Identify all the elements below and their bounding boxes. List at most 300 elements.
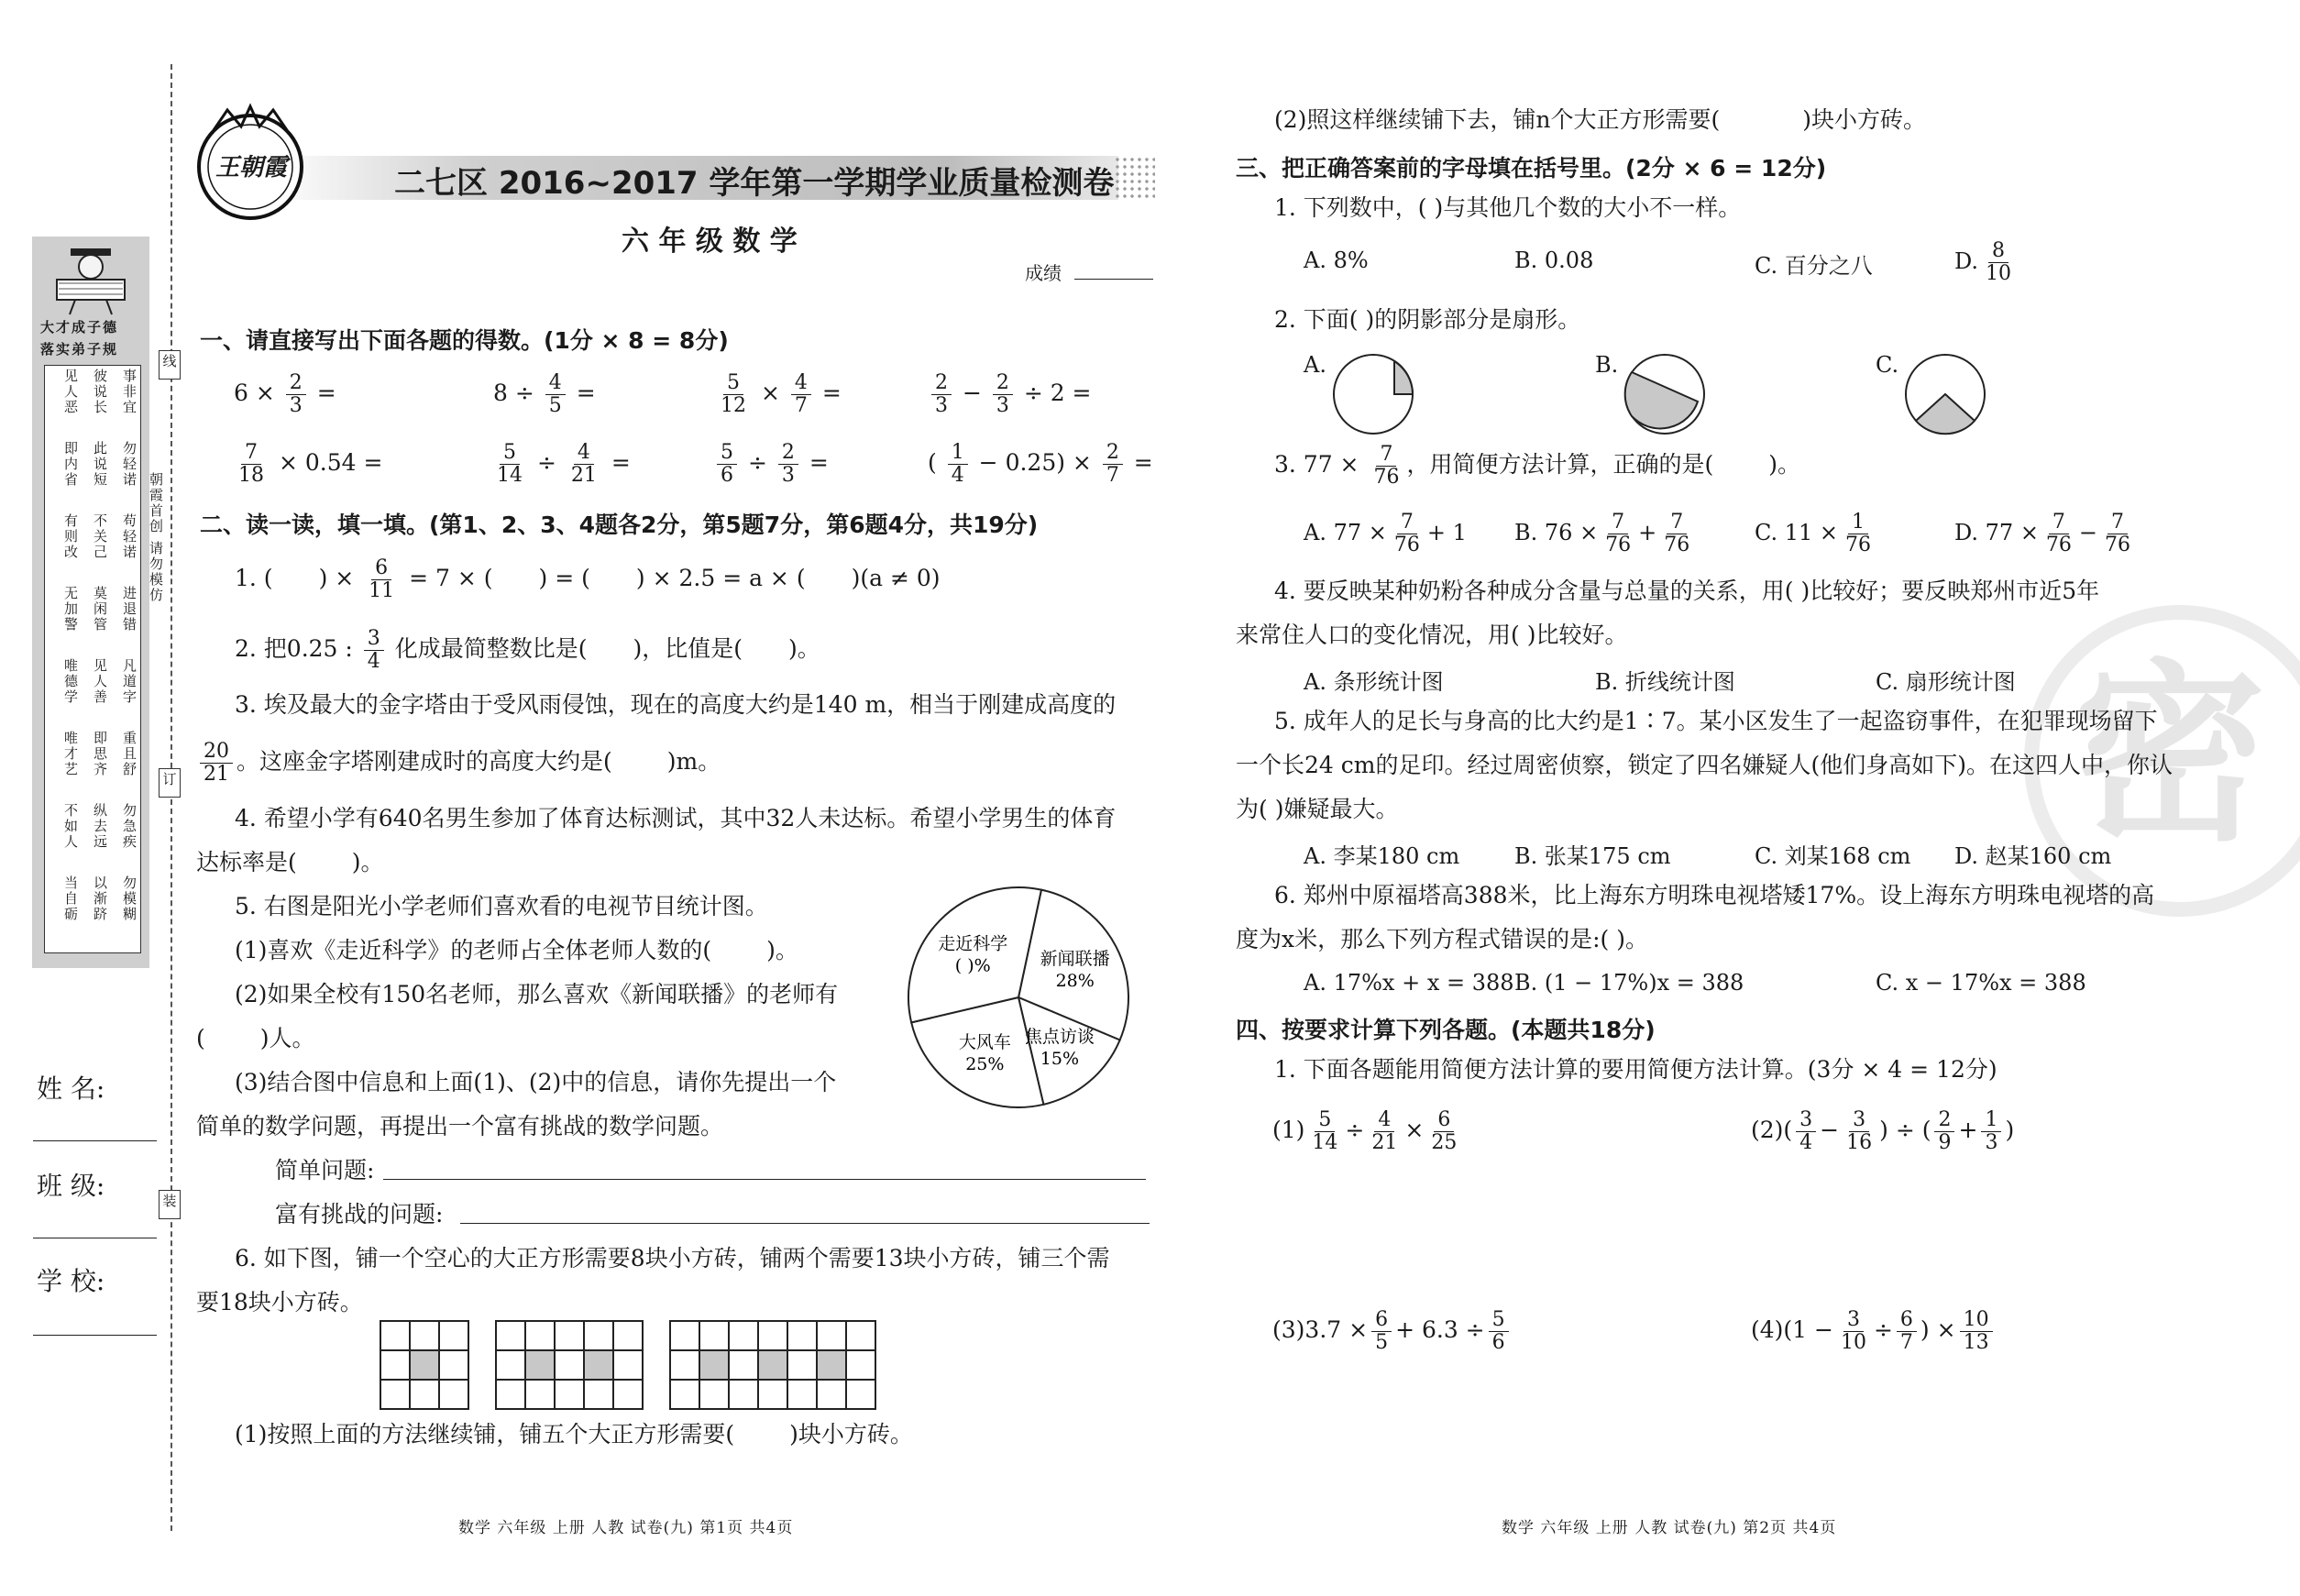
- fold-mark-line: 线: [159, 350, 181, 380]
- calc-4-2-post: ): [2005, 1117, 2015, 1143]
- motto-18: 重且舒: [121, 731, 138, 777]
- motto-19: 不如人: [62, 803, 79, 850]
- motto-7: 有则改: [62, 513, 79, 560]
- hard-question-field[interactable]: [460, 1223, 1150, 1224]
- motto-2: 彼说长: [92, 369, 108, 415]
- fill-q3-line1: 3. 埃及最大的金字塔由于受风雨侵蚀，现在的高度大约是140 m，相当于刚建成高度的: [235, 691, 1117, 718]
- hard-question-label: 富有挑战的问题:: [275, 1201, 444, 1227]
- fill-q2-a: 2. 把0.25 :: [235, 635, 353, 662]
- choice-q3-opt-b-label: B. 76 ×: [1514, 520, 1599, 545]
- choice-q1-d-den: 10: [1986, 262, 2012, 285]
- tile-figure-3: [669, 1320, 878, 1412]
- calc-2-den: 5: [548, 394, 562, 417]
- fill-q6-p2-b: )块小方砖。: [1802, 106, 1927, 133]
- calc-3-frac-a: [717, 372, 750, 417]
- fill-q1-c: = 7 × (: [409, 565, 493, 591]
- class-label: 班 级:: [37, 1171, 105, 1201]
- section-4-intro: 1. 下面各题能用简便方法计算的要用简便方法计算。(3分 × 4 = 12分): [1274, 1056, 1997, 1083]
- choice-q5-line3: 为( )嫌疑最大。: [1236, 796, 1399, 822]
- fill-q3-num: 20: [200, 741, 233, 764]
- choice-q3-opt-c: [1755, 512, 1878, 556]
- fill-q2: [235, 628, 820, 673]
- calc-4-2: [1751, 1109, 2014, 1154]
- calc-8-num-b: 2: [1103, 442, 1123, 465]
- choice-q1-d-num: 8: [1988, 240, 2008, 263]
- calc-8: [928, 442, 1153, 487]
- fill-q1-b: ) ×: [318, 565, 355, 591]
- fill-q6-p2: [1274, 105, 1926, 136]
- calc-8-frac-a: [948, 442, 968, 487]
- title-band-dots: [1114, 156, 1155, 200]
- section-4-title: 四、按要求计算下列各题。(本题共18分): [1236, 1017, 1656, 1043]
- secret-watermark-text: 密: [2074, 641, 2267, 867]
- choice-q2-a: A.: [1304, 352, 1326, 378]
- calc-4-3-frac-a: [1371, 1309, 1392, 1354]
- fill-q1-g: )(a ≠ 0): [851, 565, 941, 591]
- calc-4-4-frac-b: [1897, 1309, 1917, 1354]
- choice-q3-opt-c-label: C. 11 ×: [1755, 520, 1839, 545]
- choice-q4-line1: 4. 要反映某种奶粉各种成分含量与总量的关系，用( )比较好；要反映郑州市近5年: [1274, 578, 2100, 604]
- calc-7-den-b: 3: [781, 464, 795, 487]
- score-field[interactable]: [1074, 279, 1153, 280]
- calc-8-pre: (: [928, 449, 937, 476]
- calc-4-2-den-a: 4: [1799, 1131, 1813, 1154]
- calc-2-frac: [545, 372, 566, 417]
- motto-22: 当自砺: [62, 875, 79, 922]
- fold-mark-order: 订: [159, 768, 181, 798]
- calc-4-4-frac-a: [1837, 1309, 1870, 1354]
- choice-q3-opt-d-den2: 76: [2105, 534, 2131, 556]
- brand-logo-text: 王朝霞: [215, 154, 287, 182]
- motto-11: 莫闲管: [92, 586, 108, 633]
- circle-option-c-icon: [1903, 352, 1987, 436]
- choice-q1: 1. 下列数中，( )与其他几个数的大小不一样。: [1274, 194, 1742, 221]
- choice-q5-d: D. 赵某160 cm: [1954, 843, 2112, 869]
- calc-4-4-num-c: 10: [1960, 1309, 1993, 1332]
- choice-q4-b: B. 折线统计图: [1595, 669, 1735, 695]
- pie-label-news-broadcast: 新闻联播: [1040, 948, 1110, 969]
- name-field[interactable]: [33, 1140, 157, 1141]
- fill-q1-den: 11: [369, 579, 395, 602]
- fill-q2-b: 化成最简整数比是(: [394, 635, 588, 662]
- calc-4-3: [1272, 1309, 1513, 1354]
- calc-3-num-b: 4: [791, 372, 811, 395]
- pie-value-focus-report: 15%: [1040, 1049, 1080, 1070]
- scholar-figure-icon: [39, 243, 143, 316]
- fill-q5-p1-b: )。: [766, 937, 798, 963]
- calc-4-4-num-b: 6: [1897, 1309, 1917, 1332]
- choice-q3-opt-d-frac2: [2101, 512, 2134, 556]
- fill-q6-p1-a: (1)按照上面的方法继续铺，铺五个大正方形需要(: [235, 1421, 735, 1447]
- motto-21: 勿急疾: [121, 803, 138, 850]
- calc-4-2-frac-d: [1981, 1109, 2001, 1154]
- choice-q3-opt-a-frac: [1391, 512, 1424, 556]
- choice-q4-line2: 来常住人口的变化情况，用( )比较好。: [1236, 622, 1628, 648]
- calc-4-2-num-a: 3: [1796, 1109, 1816, 1132]
- calc-4-3-frac-b: [1489, 1309, 1509, 1354]
- calc-4-1-den-c: 25: [1431, 1131, 1458, 1154]
- calc-4-3-num-b: 5: [1489, 1309, 1509, 1332]
- motto-15: 凡道字: [121, 658, 138, 705]
- calc-4-2-frac-c: [1934, 1109, 1954, 1154]
- calc-6-eq: =: [611, 449, 631, 476]
- motto-5: 此说短: [92, 441, 108, 488]
- fill-q2-c: )，比值是(: [633, 635, 743, 662]
- school-field[interactable]: [33, 1335, 157, 1336]
- calc-4-frac-a: [931, 372, 952, 417]
- fill-q5-p1: [235, 935, 798, 966]
- calc-4-2-frac-b: [1843, 1109, 1876, 1154]
- motto-8: 不关己: [92, 513, 108, 560]
- fill-q6-line1: 6. 如下图，铺一个空心的大正方形需要8块小方砖，铺两个需要13块小方砖，铺三个需: [235, 1245, 1110, 1271]
- calc-5-den: 18: [238, 464, 264, 487]
- calc-4-2-den-c: 9: [1938, 1131, 1952, 1154]
- fill-q1: [235, 557, 941, 602]
- pie-value-news-broadcast: 28%: [1055, 970, 1095, 991]
- fill-q2-num: 3: [364, 628, 384, 651]
- sidebar-slogan-1: 大才成子德: [40, 319, 119, 336]
- fill-q4-line1: 4. 希望小学有640名男生参加了体育达标测试，其中32人未达标。希望小学男生的体育: [235, 805, 1117, 831]
- calc-3-den-a: 12: [721, 394, 746, 417]
- motto-3: 事非宜: [121, 369, 138, 415]
- fill-q4-text: 达标率是(: [196, 849, 297, 875]
- calc-4-3-num-a: 6: [1371, 1309, 1392, 1332]
- calc-8-num-a: 1: [948, 442, 968, 465]
- calc-7: [713, 442, 829, 487]
- choice-q4-c: C. 扇形统计图: [1876, 669, 2016, 695]
- calc-2-eq: =: [576, 380, 596, 406]
- choice-q3-opt-b-num2: 7: [1667, 512, 1687, 534]
- calc-4-num-b: 2: [993, 372, 1013, 395]
- choice-q3-opt-b-den: 76: [1605, 534, 1632, 556]
- calc-4-4-frac-c: [1960, 1309, 1993, 1354]
- calc-4-1-pre: (1): [1272, 1117, 1305, 1143]
- calc-4-2-num-d: 1: [1981, 1109, 2001, 1132]
- choice-q3-c: )。: [1768, 451, 1800, 478]
- choice-q1-a: A. 8%: [1304, 248, 1369, 273]
- fold-mark-bind: 装: [159, 1190, 181, 1219]
- calc-4-2-op3: +: [1958, 1117, 1978, 1143]
- motto-20: 纵去远: [92, 803, 108, 850]
- fill-q4-end: )。: [351, 849, 384, 875]
- calc-3-op: ×: [760, 380, 780, 406]
- calc-4-2-op1: −: [1820, 1117, 1840, 1143]
- fill-q5-intro: 5. 右图是阳光小学老师们喜欢看的电视节目统计图。: [235, 893, 768, 919]
- calc-7-frac-a: [717, 442, 737, 487]
- choice-q3-opt-c-frac: [1842, 512, 1875, 556]
- fill-q5-p1-a: (1)喜欢《走近科学》的老师占全体老师人数的(: [235, 937, 712, 963]
- choice-q6-line1: 6. 郑州中原福塔高388米，比上海东方明珠电视塔矮17%。设上海东方明珠电视塔的高: [1274, 882, 2155, 908]
- choice-q3: [1274, 444, 1800, 489]
- motto-24: 勿模糊: [121, 875, 138, 922]
- choice-q3-opt-b: [1514, 512, 1697, 556]
- calc-1-num: 2: [286, 372, 306, 395]
- calc-4-2-op2: ) ÷ (: [1879, 1117, 1931, 1143]
- calc-4-1-den-a: 14: [1312, 1131, 1338, 1154]
- choice-q3-opt-c-num: 1: [1848, 512, 1868, 534]
- calc-7-den-a: 6: [721, 464, 733, 487]
- calc-3-eq: =: [821, 380, 842, 406]
- tile-figure-2: [495, 1320, 645, 1412]
- motto-6: 勿轻诺: [121, 441, 138, 488]
- calc-4-2-num-c: 2: [1934, 1109, 1954, 1132]
- fill-q3-frac: [200, 741, 233, 786]
- choice-q3-num: 7: [1376, 444, 1396, 467]
- choice-q3-opt-b-op: +: [1638, 520, 1657, 545]
- calc-8-op: − 0.25) ×: [978, 449, 1092, 476]
- fill-q6-line2: 要18块小方砖。: [196, 1289, 363, 1315]
- choice-q2-c: C.: [1876, 352, 1899, 378]
- choice-q3-opt-d-num2: 7: [2107, 512, 2128, 534]
- name-label: 姓 名:: [37, 1073, 105, 1104]
- calc-4-3-op1: + 6.3 ÷: [1395, 1316, 1485, 1343]
- calc-4-2-frac-a: [1796, 1109, 1816, 1154]
- calc-4-1-frac-a: [1308, 1109, 1341, 1154]
- calc-4-den-a: 3: [935, 394, 948, 417]
- choice-q1-d-label: D.: [1954, 248, 1979, 274]
- calc-6-num-b: 4: [574, 442, 594, 465]
- choice-q2-b: B.: [1595, 352, 1619, 378]
- copyright-note: 朝霞首创 请勿模仿: [148, 472, 164, 603]
- fill-q3-text: 。这座金字塔刚建成时的高度大约是(: [237, 748, 612, 775]
- simple-question-field[interactable]: [383, 1179, 1146, 1180]
- motto-13: 唯德学: [62, 658, 79, 705]
- fill-q5-p2-close: )人。: [259, 1025, 315, 1051]
- calc-4-2-den-d: 3: [1985, 1131, 1998, 1154]
- choice-q3-opt-a-den: 76: [1393, 534, 1420, 556]
- choice-q5-c: C. 刘某168 cm: [1755, 843, 1911, 869]
- choice-q3-opt-b-num: 7: [1608, 512, 1628, 534]
- calc-4-4-den-c: 13: [1963, 1331, 1989, 1354]
- motto-4: 即内省: [62, 441, 79, 488]
- choice-q3-opt-b-frac: [1601, 512, 1634, 556]
- fill-q5-p3a: (3)结合图中信息和上面(1)、(2)中的信息，请你先提出一个: [235, 1069, 837, 1095]
- simple-question-label: 简单问题:: [275, 1157, 375, 1183]
- calc-4-4-den-a: 10: [1840, 1331, 1866, 1354]
- motto-16: 唯才艺: [62, 731, 79, 777]
- calc-1-eq: =: [316, 380, 336, 406]
- choice-q1-d-frac: [1982, 240, 2015, 285]
- footer-right: 数学 六年级 上册 人教 试卷(九) 第2页 共4页: [1502, 1519, 1837, 1537]
- pie-slices: [908, 887, 1128, 1107]
- pie-value-big-windmill: 25%: [965, 1054, 1005, 1075]
- calc-8-den-a: 4: [951, 464, 964, 487]
- choice-q3-opt-a: [1304, 512, 1467, 556]
- calc-4-1-op1: ÷: [1345, 1117, 1365, 1143]
- calc-4-1-den-b: 21: [1371, 1131, 1398, 1154]
- fill-q2-frac: [364, 628, 384, 673]
- calc-4: [928, 372, 1092, 417]
- calc-8-den-b: 7: [1106, 464, 1119, 487]
- fill-q6-p1: [235, 1419, 913, 1450]
- calc-6-frac-b: [567, 442, 600, 487]
- calc-1: [234, 372, 336, 417]
- sidebar-slogan-2: 落实弟子规: [40, 341, 119, 358]
- choice-q3-opt-d: [1954, 512, 2138, 556]
- calc-7-num-a: 5: [717, 442, 737, 465]
- calc-4-2-num-b: 3: [1849, 1109, 1869, 1132]
- motto-12: 进退错: [121, 586, 138, 633]
- fill-q3-den: 21: [204, 763, 229, 786]
- calc-3-den-b: 7: [794, 394, 808, 417]
- calc-4-3-den-a: 5: [1375, 1331, 1389, 1354]
- calc-1-pre: 6 ×: [234, 380, 275, 406]
- choice-q3-opt-d-num: 7: [2049, 512, 2069, 534]
- calc-6-den-a: 14: [497, 464, 523, 487]
- pie-label-focus-report: 焦点访谈: [1024, 1027, 1095, 1048]
- choice-q6-a: A. 17%x + x = 388: [1304, 970, 1514, 996]
- choice-q1-c: C. 百分之八: [1755, 253, 1873, 279]
- calc-4-4-num-a: 3: [1843, 1309, 1864, 1332]
- choice-q1-b: B. 0.08: [1514, 248, 1594, 273]
- fill-q1-num: 6: [371, 557, 391, 580]
- calc-4-4-pre: (4)(1 −: [1751, 1316, 1833, 1343]
- choice-q6-b: B. (1 − 17%)x = 388: [1514, 970, 1744, 996]
- choice-q3-opt-d-den: 76: [2045, 534, 2072, 556]
- calc-3-frac-b: [791, 372, 811, 417]
- choice-q5-line1: 5. 成年人的足长与身高的比大约是1∶7。某小区发生了一起盗窃事件，在犯罪现场留下: [1274, 708, 2158, 734]
- fill-q3-line2: [196, 741, 721, 786]
- calc-6-frac-a: [493, 442, 526, 487]
- choice-q3-opt-d-op: −: [2078, 520, 2098, 545]
- calc-4-4: [1751, 1309, 1997, 1354]
- motto-9: 苟轻诺: [121, 513, 138, 560]
- tile-figure-1: [380, 1320, 471, 1412]
- calc-2-num: 4: [545, 372, 566, 395]
- choice-q6-line2: 度为x米，那么下列方程式错误的是:( )。: [1236, 926, 1648, 952]
- choice-q6-c: C. x − 17%x = 388: [1876, 970, 2086, 996]
- choice-q3-b: ，用简便方法计算，正确的是(: [1406, 451, 1714, 478]
- calc-2: [493, 372, 596, 417]
- page-subtitle: 六 年 级 数 学: [622, 226, 798, 258]
- calc-6-den-b: 21: [570, 464, 597, 487]
- calc-1-frac: [286, 372, 306, 417]
- choice-q3-frac: [1370, 444, 1403, 489]
- section-3-title: 三、把正确答案前的字母填在括号里。(2分 × 6 = 12分): [1236, 155, 1827, 182]
- calc-5-num: 7: [241, 442, 261, 465]
- footer-left: 数学 六年级 上册 人教 试卷(九) 第1页 共4页: [458, 1519, 794, 1537]
- calc-1-den: 3: [289, 394, 303, 417]
- fill-q2-den: 4: [367, 650, 380, 673]
- calc-4-frac-b: [993, 372, 1013, 417]
- calc-8-eq: =: [1133, 449, 1153, 476]
- calc-4-2-den-b: 16: [1846, 1131, 1873, 1154]
- calc-4-4-op1: ÷: [1873, 1316, 1893, 1343]
- calc-5: [231, 442, 382, 487]
- choice-q5-a: A. 李某180 cm: [1304, 843, 1460, 869]
- choice-q5-line2: 一个长24 cm的足印。经过周密侦察，锁定了四名嫌疑人(他们身高如下)。在这四人中，你认: [1236, 752, 2173, 778]
- calc-4-1-num-c: 6: [1434, 1109, 1454, 1132]
- calc-7-frac-b: [778, 442, 798, 487]
- choice-q3-opt-b-den2: 76: [1664, 534, 1690, 556]
- calc-4-1-num-b: 4: [1374, 1109, 1394, 1132]
- circle-option-a-icon: [1331, 352, 1415, 436]
- page-title: 二七区 2016~2017 学年第一学期学业质量检测卷: [394, 165, 1115, 202]
- choice-q3-opt-c-den: 76: [1845, 534, 1872, 556]
- calc-4-den-b: 3: [996, 394, 1009, 417]
- calc-4-3-den-b: 6: [1491, 1331, 1505, 1354]
- fill-q2-e: )。: [788, 635, 820, 662]
- motto-1: 见人恶: [62, 369, 79, 415]
- calc-7-op: ÷: [747, 449, 767, 476]
- choice-q3-opt-a-num: 7: [1397, 512, 1417, 534]
- binding-line: [171, 64, 172, 1531]
- calc-4-1: [1272, 1109, 1464, 1154]
- motto-23: 以渐跻: [92, 875, 108, 922]
- fill-q5-p3b: 简单的数学问题，再提出一个富有挑战的数学问题。: [196, 1113, 724, 1139]
- motto-10: 无加警: [62, 586, 79, 633]
- choice-q3-opt-b-frac2: [1660, 512, 1693, 556]
- fill-q5-p2b: [196, 1023, 315, 1054]
- choice-q2: 2. 下面( )的阴影部分是扇形。: [1274, 306, 1581, 333]
- choice-q3-opt-d-frac: [2042, 512, 2075, 556]
- calc-3: [713, 372, 842, 417]
- score-label: 成绩: [1025, 262, 1062, 284]
- fill-q6-p1-b: )块小方砖。: [789, 1421, 913, 1447]
- choice-q3-a: 3. 77 ×: [1274, 451, 1359, 478]
- fill-q1-e: ) = (: [538, 565, 590, 591]
- choice-q1-d: [1954, 240, 2019, 285]
- tv-program-pie-chart: [903, 882, 1134, 1113]
- calc-4-1-frac-c: [1427, 1109, 1460, 1154]
- choice-q3-opt-a-tail: + 1: [1426, 520, 1467, 545]
- calc-4-4-op2: ) ×: [1920, 1316, 1956, 1343]
- choice-q3-opt-a-label: A. 77 ×: [1304, 520, 1387, 545]
- calc-7-eq: =: [809, 449, 829, 476]
- calc-4-1-op2: ×: [1404, 1117, 1425, 1143]
- calc-3-num-a: 5: [723, 372, 743, 395]
- school-label: 学 校:: [37, 1266, 105, 1296]
- sidebar-motto-grid: [50, 369, 138, 946]
- motto-14: 见人善: [92, 658, 108, 705]
- calc-6-num-a: 5: [500, 442, 520, 465]
- section-2-title: 二、读一读，填一填。(第1、2、3、4题各2分，第5题7分，第6题4分，共19分): [200, 512, 1039, 538]
- choice-q3-den: 76: [1373, 466, 1400, 489]
- circle-option-b-icon: [1623, 352, 1707, 436]
- pie-label-big-windmill: 大风车: [958, 1032, 1011, 1053]
- calc-8-frac-b: [1103, 442, 1123, 487]
- calc-4-2-pre: (2)(: [1751, 1117, 1793, 1143]
- choice-q3-opt-d-label: D. 77 ×: [1954, 520, 2039, 545]
- calc-5-frac: [235, 442, 268, 487]
- calc-6: [490, 442, 631, 487]
- calc-4-3-pre: (3)3.7 ×: [1272, 1316, 1369, 1343]
- choice-q5-b: B. 张某175 cm: [1514, 843, 1671, 869]
- fill-q1-f: ) × 2.5 = a × (: [635, 565, 806, 591]
- pie-value-approaching-science: ( )%: [954, 955, 991, 976]
- choice-q4-a: A. 条形统计图: [1304, 669, 1444, 695]
- calc-4-4-den-b: 7: [1899, 1331, 1913, 1354]
- calc-6-op: ÷: [536, 449, 556, 476]
- fill-q1-a: 1. (: [235, 565, 273, 591]
- calc-7-num-b: 2: [778, 442, 798, 465]
- calc-2-pre: 8 ÷: [493, 380, 534, 406]
- fill-q6-p2-a: (2)照这样继续铺下去，铺n个大正方形需要(: [1274, 106, 1721, 133]
- fill-q5-p2: (2)如果全校有150名老师，那么喜欢《新闻联播》的老师有: [235, 981, 839, 1007]
- calc-4-op: −: [962, 380, 982, 406]
- calc-4-1-num-a: 5: [1315, 1109, 1335, 1132]
- calc-4-1-frac-b: [1368, 1109, 1401, 1154]
- fill-q3-end: )m。: [666, 748, 721, 775]
- motto-17: 即思齐: [92, 731, 108, 777]
- fill-q4-line2: [196, 847, 384, 878]
- pie-label-approaching-science: 走近科学: [938, 933, 1008, 954]
- calc-4-eq: ÷ 2 =: [1023, 380, 1092, 406]
- section-1-title: 一、请直接写出下面各题的得数。(1分 × 8 = 8分): [200, 327, 729, 354]
- calc-5-op: × 0.54 =: [278, 449, 383, 476]
- fill-q1-frac: [365, 557, 398, 602]
- calc-4-num-a: 2: [931, 372, 952, 395]
